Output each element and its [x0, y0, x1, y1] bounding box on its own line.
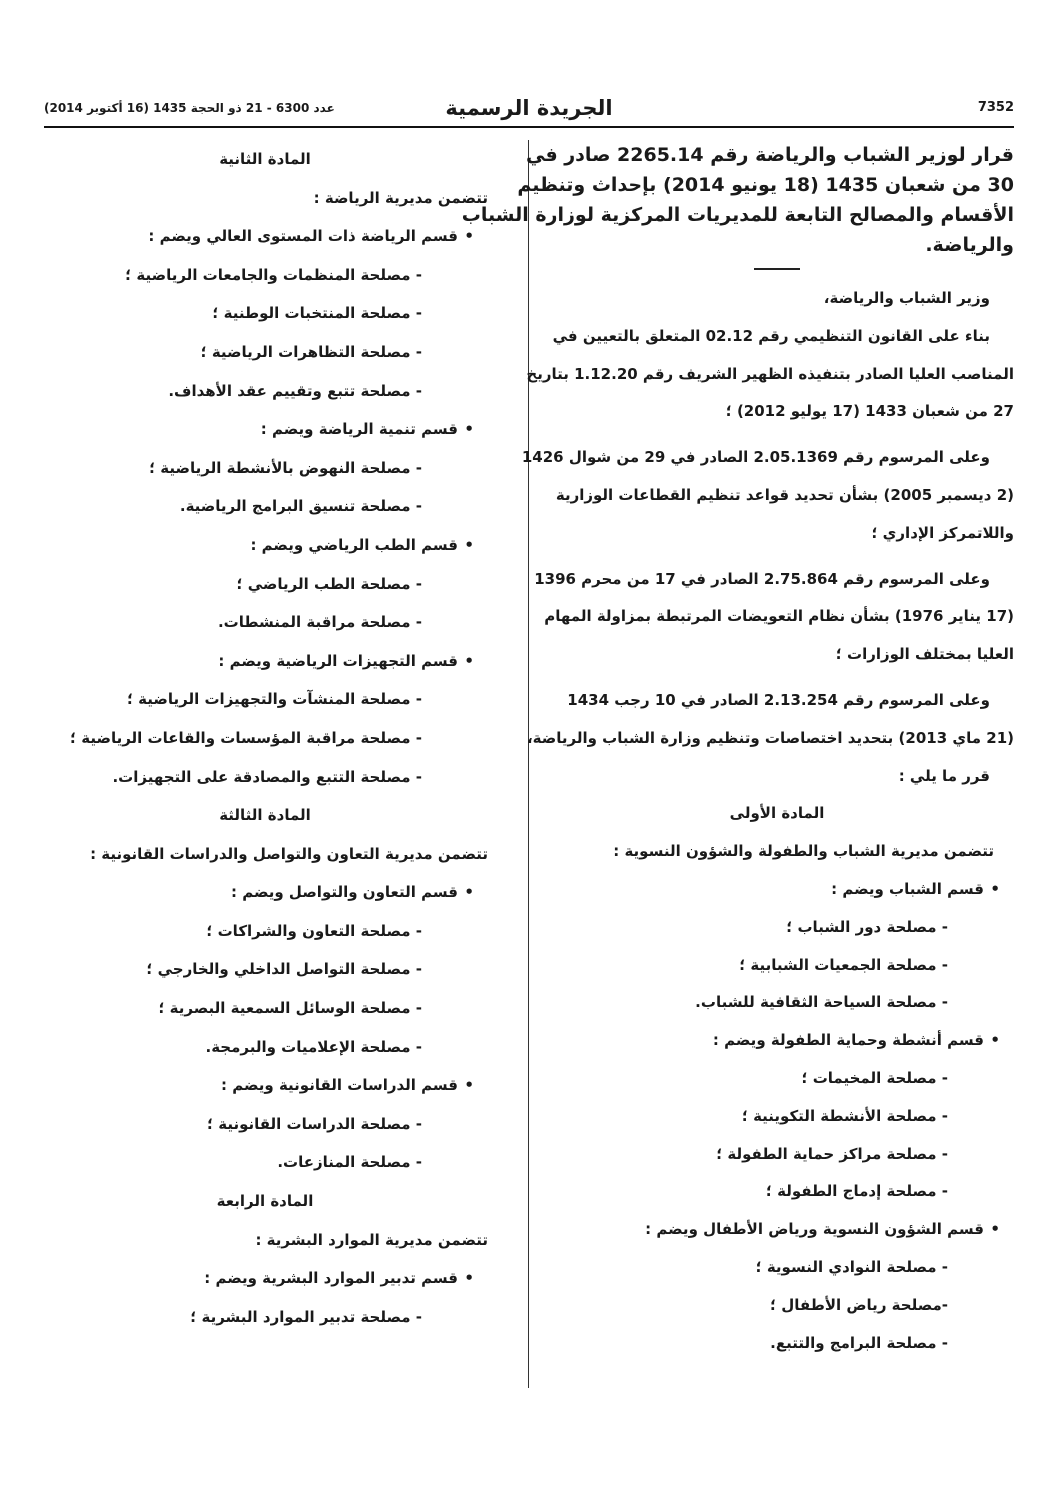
bullet-icon: • [990, 1031, 1000, 1050]
decree-title-line: الأقسام والمصالح التابعة للمديريات المركزية لوزارة الشباب [461, 204, 1014, 226]
spacer [540, 674, 1014, 682]
service-item: - مصلحة المنشآت والتجهيزات الرياضية ؛ [126, 690, 422, 709]
division-item: • قسم التجهيزات الرياضية ويضم : [42, 642, 488, 681]
bullet-icon: • [464, 535, 474, 554]
page-number: 7352 [977, 100, 1014, 115]
article-intro: تتضمن مديرية التعاون والتواصل والدراسات القانونية : [90, 844, 488, 863]
recital-line: المناصب العليا الصادر بتنفيذه الظهير الشريف رقم 1.12.20 بتاريخ [526, 364, 1014, 383]
service-item: - مصلحة المنظمات والجامعات الرياضية ؛ [125, 265, 422, 284]
page-header [44, 96, 1014, 130]
recital-line: وعلى المرسوم رقم 2.05.1369 الصادر في 29 من شوال 1426 [521, 448, 990, 467]
service-item: - مصلحة الأنشطة التكوينية ؛ [741, 1106, 948, 1125]
article-title: المادة الرابعة [216, 1192, 314, 1211]
division-item: • قسم الدراسات القانونية ويضم : [42, 1066, 488, 1105]
spacer [540, 431, 1014, 439]
service-item: - مصلحة البرامج والتتبع. [770, 1333, 948, 1352]
service-item: - مصلحة الوسائل السمعية البصرية ؛ [158, 999, 422, 1018]
recital-line: 27 من شعبان 1433 (17 يوليو 2012) ؛ [725, 402, 1014, 421]
service-item: - مصلحة تنسيق البرامج الرياضية. [179, 497, 422, 516]
recital-line: بناء على القانون التنظيمي رقم 02.12 المتعلق بالتعيين في [552, 326, 990, 345]
bullet-icon: • [990, 1220, 1000, 1239]
service-item: - مصلحة الطب الرياضي ؛ [236, 574, 422, 593]
header-rule [44, 126, 1014, 128]
gazette-title: الجريدة الرسمية [445, 96, 613, 120]
division-item: • قسم الرياضة ذات المستوى العالي ويضم : [42, 217, 488, 256]
bullet-icon: • [990, 879, 1000, 898]
bullet-icon: • [464, 227, 474, 246]
decree-title-line: 30 من شعبان 1435 (18 يونيو 2014) بإحداث وتنظيم [517, 174, 1014, 196]
article-title: المادة الثانية [219, 150, 311, 168]
left-column [42, 140, 488, 1336]
division-item: • قسم أنشطة وحماية الطفولة ويضم : [540, 1022, 1014, 1060]
service-item: - مصلحة التتبع والمصادقة على التجهيزات. [112, 767, 422, 786]
service-item: - مصلحة مراقبة المنشطات. [217, 613, 422, 632]
service-item: - مصلحة الإعلاميات والبرمجة. [205, 1037, 422, 1056]
service-item: - مصلحة مراكز حماية الطفولة ؛ [716, 1144, 948, 1163]
service-item: - مصلحة الدراسات القانونية ؛ [207, 1114, 422, 1133]
recital-line: (2 ديسمبر 2005) بشأن تحديد قواعد تنظيم القطاعات الوزارية [555, 485, 1014, 504]
bullet-icon: • [464, 651, 474, 670]
article-intro: تتضمن مديرية الموارد البشرية : [255, 1230, 488, 1249]
service-item: - مصلحة المنازعات. [277, 1153, 422, 1172]
service-item: - مصلحة دور الشباب ؛ [786, 917, 948, 936]
recital-line: (17 يناير 1976) بشأن نظام التعويضات المرتبطة بمزاولة المهام [544, 607, 1014, 626]
service-item: - مصلحة الجمعيات الشبابية ؛ [739, 955, 948, 974]
service-item: -مصلحة رياض الأطفال ؛ [770, 1295, 948, 1314]
division-item: • قسم الشؤون النسوية ورياض الأطفال ويضم : [540, 1211, 1014, 1249]
recital-line: العليا بمختلف الوزارات ؛ [835, 645, 1014, 664]
column-separator [528, 140, 529, 1388]
service-item: - مصلحة المنتخبات الوطنية ؛ [212, 304, 422, 323]
article-intro: تتضمن مديرية الشباب والطفولة والشؤون النسوية : [613, 842, 994, 861]
service-item: - مصلحة التواصل الداخلي والخارجي ؛ [146, 960, 422, 979]
recital-line: وعلى المرسوم رقم 2.75.864 الصادر في 17 من محرم 1396 [534, 569, 990, 588]
bullet-icon: • [464, 883, 474, 902]
short-divider [540, 260, 1014, 280]
service-item: - مصلحة السياحة الثقافية للشباب. [695, 993, 948, 1012]
division-item: • قسم تدبير الموارد البشرية ويضم : [42, 1259, 488, 1298]
service-item: - مصلحة مراقبة المؤسسات والقاعات الرياضية ؛ [70, 728, 422, 747]
service-item: - مصلحة التظاهرات الرياضية ؛ [200, 342, 422, 361]
article-title: المادة الأولى [729, 804, 825, 823]
service-item: - مصلحة النهوض بالأنشطة الرياضية ؛ [149, 458, 422, 477]
right-column [461, 140, 1014, 1362]
service-item: - مصلحة تدبير الموارد البشرية ؛ [190, 1307, 422, 1326]
service-item: - مصلحة التعاون والشراكات ؛ [206, 921, 422, 940]
service-item: - مصلحة إدماج الطفولة ؛ [765, 1182, 948, 1201]
recital-line: (21 ماي 2013) بتحديد اختصاصات وتنظيم وزارة الشباب والرياضة، [526, 728, 1014, 747]
decree-title-line: والرياضة. [925, 234, 1014, 256]
article-title: المادة الثالثة [219, 806, 311, 825]
spacer [540, 553, 1014, 561]
minister-line: وزير الشباب والرياضة، [823, 289, 990, 307]
division-item: • قسم الطب الرياضي ويضم : [42, 526, 488, 565]
article-intro: تتضمن مديرية الرياضة : [313, 188, 488, 207]
bullet-icon: • [464, 420, 474, 439]
bullet-icon: • [464, 1269, 474, 1288]
bullet-icon: • [464, 1076, 474, 1095]
service-item: - مصلحة تتبع وتقييم عقد الأهداف. [168, 381, 422, 400]
division-item: • قسم تنمية الرياضة ويضم : [42, 410, 488, 449]
division-item: • قسم الشباب ويضم : [540, 871, 1014, 909]
service-item: - مصلحة النوادي النسوية ؛ [755, 1257, 948, 1276]
decides-line: قرر ما يلي : [898, 766, 990, 785]
division-item: • قسم التعاون والتواصل ويضم : [42, 873, 488, 912]
recital-line: وعلى المرسوم رقم 2.13.254 الصادر في 10 رجب 1434 [567, 690, 990, 709]
issue-info: عدد 6300 - 21 ذو الحجة 1435 (16 أكتوبر 2014) [44, 101, 335, 115]
service-item: - مصلحة المخيمات ؛ [801, 1068, 948, 1087]
decree-title-line: قرار لوزير الشباب والرياضة رقم 2265.14 صادر في [525, 144, 1014, 166]
recital-line: واللاتمركز الإداري ؛ [871, 523, 1014, 542]
